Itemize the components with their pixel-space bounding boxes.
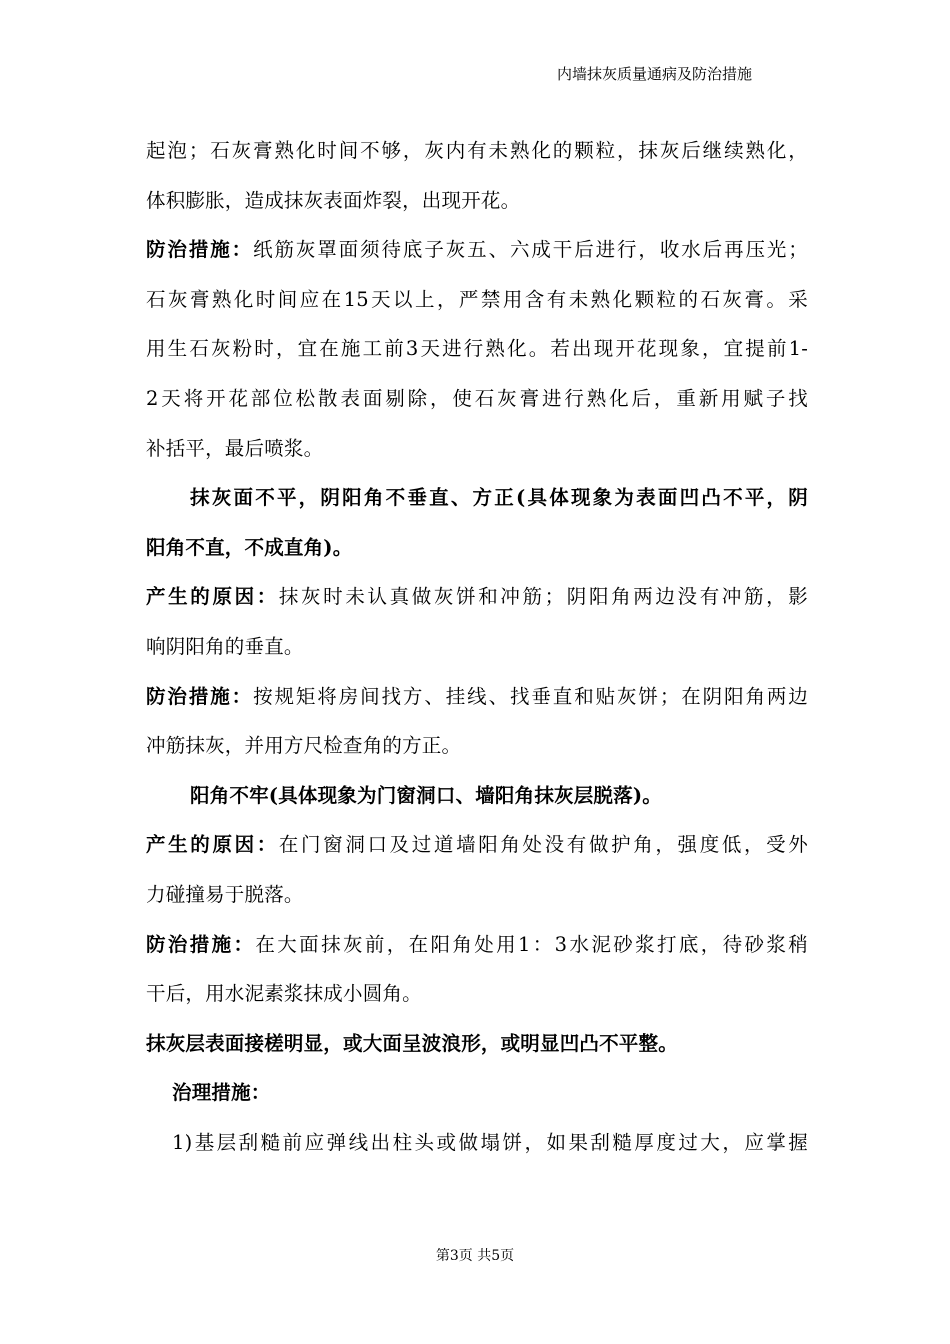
paragraph-line: 2天将开花部位松散表面剔除，使石灰膏进行熟化后，重新用赋子找 [146, 386, 808, 410]
paragraph-line: 起泡；石灰膏熟化时间不够，灰内有未熟化的颗粒，抹灰后继续熟化， [146, 139, 808, 162]
paragraph-line: 干后，用水泥素浆抹成小圆角。 [146, 982, 422, 1006]
section-heading: 治理措施： [172, 1081, 271, 1105]
paragraph-line: 补括平，最后喷浆。 [146, 436, 324, 460]
paragraph-line: 冲筋抹灰，并用方尺检查角的方正。 [146, 734, 462, 758]
paragraph-line: 防治措施：按规矩将房间找方、挂线、找垂直和贴灰饼；在阴阳角两边 [146, 684, 808, 708]
paragraph-line: 用生石灰粉时，宜在施工前3天进行熟化。若出现开花现象，宜提前1- [146, 337, 808, 361]
paragraph-line: 石灰膏熟化时间应在15天以上，严禁用含有未熟化颗粒的石灰膏。采 [146, 287, 808, 311]
paragraph-line: 力碰撞易于脱落。 [146, 882, 304, 906]
paragraph-line: 防治措施：纸筋灰罩面须待底子灰五、六成干后进行，收水后再压光； [146, 238, 808, 262]
section-heading: 抹灰面不平，阴阳角不垂直、方正(具体现象为表面凹凸不平，阴 [190, 486, 808, 510]
paragraph-line: 体积膨胀，造成抹灰表面炸裂，出现开花。 [146, 188, 521, 212]
section-heading: 阳角不直，不成直角)。 [146, 535, 353, 559]
paragraph-line: 防治措施：在大面抹灰前，在阳角处用1：3水泥砂浆打底，待砂浆稍 [146, 932, 808, 956]
section-heading: 阳角不牢(具体现象为门窗洞口、墙阳角抹灰层脱落)。 [190, 783, 662, 807]
paragraph-line: 产生的原因：抹灰时未认真做灰饼和冲筋；阴阳角两边没有冲筋，影 [146, 585, 808, 609]
paragraph-line: 产生的原因：在门窗洞口及过道墙阳角处没有做护角，强度低，受外 [146, 833, 808, 857]
paragraph-line: 1)基层刮糙前应弹线出柱头或做塌饼，如果刮糙厚度过大，应掌握 [172, 1130, 808, 1154]
page-number: 第3页 共5页 [435, 1248, 515, 1264]
paragraph-line: 响阴阳角的垂直。 [146, 634, 304, 658]
running-header: 内墙抹灰质量通病及防治措施 [556, 65, 752, 83]
document-body [146, 126, 808, 1167]
section-heading: 抹灰层表面接槎明显，或大面呈波浪形，或明显凹凸不平整。 [146, 1031, 678, 1055]
